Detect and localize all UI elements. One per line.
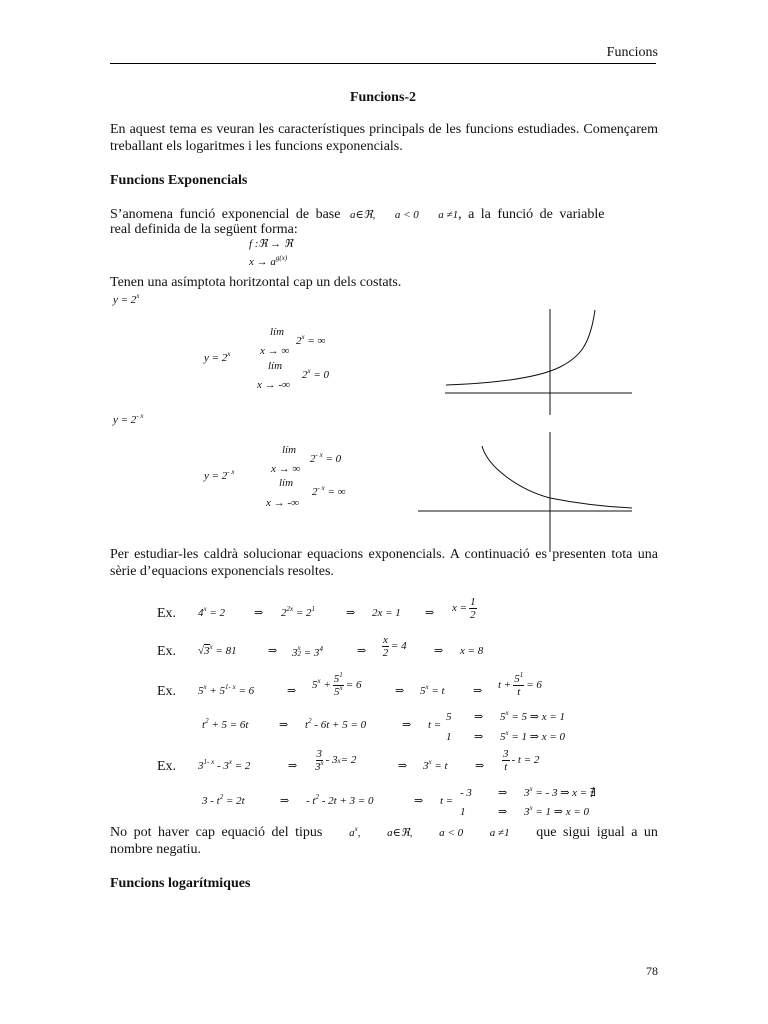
graph2-func-base: y = 2	[204, 470, 228, 482]
negative-end: que sigui igual a un	[536, 825, 658, 840]
ex3b-step3: t =	[428, 719, 442, 731]
graph1-func-exp: x	[227, 350, 231, 358]
ex1-step2	[281, 607, 315, 620]
ex3-c-exp: x	[425, 683, 429, 691]
ex2-fraction	[382, 634, 389, 659]
ex3b-arrow4: ⇒	[474, 731, 484, 743]
ex4-c-exp: x	[428, 758, 432, 766]
ex3b-arrow1: ⇒	[279, 719, 289, 731]
ex4b-step1	[202, 795, 245, 808]
graph2-lim-2: lím	[279, 477, 294, 489]
ex4-d-den: t	[504, 761, 508, 773]
ex4-d-rest: - t = 2	[511, 754, 540, 766]
ex2-step4: x = 8	[460, 645, 484, 657]
ex3-d-num: 5	[514, 673, 520, 685]
graph2-lim-2-result	[312, 486, 345, 499]
running-header: Funcions	[606, 45, 658, 60]
section-heading-logarithmic: Funcions logarítmiques	[110, 876, 251, 891]
ex3-a-plus: + 5	[206, 685, 226, 697]
graph1-function-label	[204, 352, 230, 365]
g1-r2-base: 2	[302, 369, 308, 381]
ex2-b: 3	[292, 647, 298, 659]
ex1-b-rest: = 2	[293, 607, 312, 619]
ex3-b-num: 5	[333, 673, 340, 685]
ex3-b-plus: +	[320, 679, 331, 691]
ex4b-step2	[306, 795, 374, 808]
ex2-sqrt-icon: √	[198, 645, 205, 657]
ex4-a: 3	[198, 760, 204, 772]
g2-r2-base: 2	[312, 486, 318, 498]
ex4b-b: - t	[306, 795, 316, 807]
ex4-fraction-2	[502, 748, 510, 773]
ex1-fraction	[469, 596, 477, 621]
graph1-caption-base: y = 2	[113, 294, 137, 306]
ex3-a: 5	[198, 685, 204, 697]
ex4b-sol-1	[524, 787, 596, 800]
graph2-function-label	[204, 470, 235, 483]
ex3-c: 5	[420, 685, 426, 697]
ex4b-a-rest: = 2t	[223, 795, 245, 807]
ex4-step3	[423, 760, 448, 773]
ex1-b: 2	[281, 607, 287, 619]
ex4-b-rest: = 2	[340, 754, 357, 766]
ex3b-b-exp: 2	[308, 717, 312, 725]
ex3-step2	[312, 673, 361, 698]
ex3b-root-2: 1	[446, 731, 452, 743]
ex3-d-num-exp: 1	[519, 671, 524, 679]
asymptote-sentence: Tenen una asímptota horitzontal cap un dels costats.	[110, 275, 402, 290]
ex1-a: 4	[198, 607, 204, 619]
ex3b-sol-1	[500, 711, 565, 724]
ex4-b-den-exp: x	[320, 759, 324, 767]
ex3b-a-rest: + 5 = 6t	[208, 719, 249, 731]
ex4b-arrow1: ⇒	[280, 795, 290, 807]
ex3-arrow3: ⇒	[473, 685, 483, 697]
ex3-fraction-1	[333, 673, 344, 698]
ex3b-s1: 5	[500, 711, 506, 723]
ex2-step1	[198, 645, 237, 658]
ex3b-s1-exp: x	[505, 709, 509, 717]
ex3-b-lead	[312, 679, 331, 692]
graph2-lim-2-sub: x → -∞	[266, 497, 299, 509]
g2-r2-exp: - x	[317, 484, 325, 492]
ex3-b-den: 5	[333, 686, 340, 698]
ex2-step2	[292, 645, 323, 660]
ex4b-a: 3 - t	[202, 795, 220, 807]
ex2-arrow2: ⇒	[357, 645, 367, 657]
g1-r1-exp: x	[301, 333, 305, 341]
ex2-a: 3	[204, 645, 210, 657]
g1-r1-val: = ∞	[304, 335, 326, 347]
ex4b-s2-exp: x	[529, 804, 533, 812]
ex4-a-minus: - 3	[214, 760, 229, 772]
mapping-base: x → a	[249, 256, 276, 268]
ex3-num-2	[513, 673, 524, 686]
ex3-arrow2: ⇒	[395, 685, 405, 697]
ex2-arrow3: ⇒	[434, 645, 444, 657]
ex1-b-exp: 2x	[286, 605, 294, 613]
ex4b-step3: t =	[440, 795, 454, 807]
ex3b-s2: 5	[500, 731, 506, 743]
ex4b-b-exp: 2	[315, 793, 319, 801]
ex3b-s2-exp: x	[505, 729, 509, 737]
ex3b-sol-2	[500, 731, 565, 744]
graph1-func-base: y = 2	[204, 352, 228, 364]
ex2-b-rest: = 3	[301, 647, 320, 659]
ex4-b-minus: - 3	[325, 754, 338, 766]
ex1-step1	[198, 607, 225, 620]
ex4-fraction-1	[315, 748, 324, 773]
ex4-step1	[198, 760, 250, 773]
graph1-lim-2: lím	[268, 360, 283, 372]
negative-exp: x	[354, 825, 358, 833]
definition-start: S’anomena funció exponencial de base	[110, 207, 341, 222]
ex4-b-den: 3	[315, 761, 321, 773]
ex4-d-num: 3	[503, 748, 509, 760]
equations-intro: Per estudiar-les caldrà solucionar equacions exponencials. A continuació es presenten tota una sèrie d’equacions exponencials resoltes.	[110, 547, 658, 579]
ex1-a-rest: = 2	[206, 607, 226, 619]
negative-cond-1: a∈ℜ,	[387, 827, 413, 839]
ex4b-s1-rest: = - 3 ⇒ x = ∄	[532, 787, 596, 799]
negative-start: No pot haver cap equació del tipus	[110, 825, 323, 840]
ex2-a-rest: = 81	[212, 645, 237, 657]
ex1-label: Ex.	[157, 606, 177, 621]
ex4b-a-exp: 2	[219, 793, 224, 801]
g2-r1-base: 2	[310, 453, 316, 465]
ex2-step3	[380, 634, 407, 659]
ex3b-s2-rest: = 1 ⇒ x = 0	[508, 731, 566, 743]
ex3-b-num-exp: 1	[339, 671, 343, 679]
section-heading-exponential: Funcions Exponencials	[110, 173, 248, 188]
graph1-lim-2-sub: x → -∞	[257, 379, 290, 391]
function-mapping-1: f :ℜ → ℜ	[249, 238, 293, 250]
ex2-a-exp: x	[209, 643, 213, 651]
intro-paragraph: En aquest tema es veuran les característiques principals de les funcions estudiades. Començarem treballant els logaritmes i les funcions exponencials.	[110, 122, 658, 154]
ex3-d-rest: = 6	[526, 679, 542, 691]
ex4b-arrow2: ⇒	[414, 795, 424, 807]
graph2-curve	[482, 446, 632, 508]
ex3-a-rest: = 6	[235, 685, 255, 697]
ex3-c-rest: = t	[428, 685, 445, 697]
ex3-a-exp2: 1- x	[225, 683, 236, 691]
ex1-step4	[452, 596, 479, 621]
ex4b-s2-rest: = 1 ⇒ x = 0	[532, 806, 590, 818]
g1-r2-exp: x	[307, 367, 311, 375]
ex4b-arrow3: ⇒	[498, 787, 508, 799]
definition-line-2: real definida de la següent forma:	[110, 222, 298, 237]
ex4-label: Ex.	[157, 759, 177, 774]
ex3b-b: t	[305, 719, 309, 731]
page-number: 78	[646, 964, 658, 978]
ex4b-b-rest: - 2t + 3 = 0	[318, 795, 374, 807]
graph2-lim-1-result	[310, 453, 341, 466]
graph2-caption	[113, 414, 144, 427]
graph2-plot	[410, 428, 640, 552]
ex4-c-rest: = t	[431, 760, 448, 772]
ex3-step1	[198, 685, 254, 698]
ex4-arrow2: ⇒	[398, 760, 408, 772]
ex4-b-num: 3	[316, 748, 323, 760]
ex1-arrow2: ⇒	[346, 607, 356, 619]
g2-r1-exp: - x	[315, 451, 323, 459]
ex3-d: t +	[498, 679, 512, 691]
ex1-d: x =	[452, 602, 468, 614]
graph2-func-exp: - x	[227, 468, 235, 476]
condition-base-real: a∈ℜ,	[349, 209, 376, 221]
graph2-caption-exp: - x	[136, 412, 144, 420]
ex2-b-exp-num: x	[297, 644, 301, 652]
ex3-b-exp: x	[317, 677, 321, 685]
ex3b-a-exp: 2	[205, 717, 209, 725]
ex4-a-exp: 1- x	[203, 758, 215, 766]
ex3-den-1	[334, 686, 343, 698]
ex3-arrow1: ⇒	[287, 685, 297, 697]
negative-note-line-2: nombre negatiu.	[110, 842, 201, 857]
negative-base: a	[349, 827, 355, 839]
ex4-a-exp2: x	[228, 758, 232, 766]
graph1-lim-1-result	[296, 335, 325, 348]
ex3-step4	[498, 673, 542, 698]
graph1-caption-exp: x	[136, 292, 140, 300]
ex4-c: 3	[423, 760, 429, 772]
graph1-lim-1: lím	[270, 326, 285, 338]
ex4b-sol-2	[524, 806, 589, 819]
negative-cond-3: a ≠1	[489, 827, 510, 839]
graph1-lim-2-result	[302, 369, 329, 382]
ex3b-step1	[202, 719, 248, 732]
ex4-step4	[500, 748, 539, 773]
ex4-den-1	[315, 761, 324, 773]
mapping-exponent: g(x)	[275, 254, 288, 262]
condition-base-negative: a < 0	[394, 209, 419, 221]
ex1-b-exp2: 1	[311, 605, 316, 613]
ex2-c-rest: = 4	[390, 640, 407, 652]
page-title: Funcions-2	[349, 90, 417, 105]
header-rule	[110, 63, 656, 64]
ex3b-s1-rest: = 5 ⇒ x = 1	[508, 711, 566, 723]
ex4b-root-1: - 3	[460, 787, 472, 799]
ex3-fraction-2	[513, 673, 524, 698]
ex4-step2: $\frac{3}{3^x}$ - 3 x = 2	[315, 748, 357, 773]
ex3b-root-1: 5	[446, 711, 452, 723]
ex1-arrow3: ⇒	[425, 607, 435, 619]
ex3-step3	[420, 685, 445, 698]
ex3b-a: t	[202, 719, 206, 731]
ex4b-root-2: 1	[460, 806, 466, 818]
ex3-d-den: t	[517, 686, 521, 698]
graph1-lim-1-sub: x → ∞	[260, 345, 290, 357]
ex3-b-den-exp: x	[339, 684, 343, 692]
function-mapping-2	[249, 256, 287, 269]
g1-r2-val: = 0	[310, 369, 330, 381]
graph1-caption	[113, 294, 139, 307]
negative-note-line-1	[110, 824, 658, 841]
graph2-lim-1-sub: x → ∞	[271, 463, 301, 475]
ex2-b-exp-den: 2	[297, 650, 301, 658]
graph2-lim-1: lím	[282, 444, 297, 456]
ex1-num: 1	[470, 596, 476, 608]
ex4b-s2: 3	[524, 806, 530, 818]
g2-r1-val: = 0	[322, 453, 342, 465]
ex3b-arrow3: ⇒	[474, 711, 484, 723]
ex3-label: Ex.	[157, 684, 177, 699]
ex1-den: 2	[470, 609, 476, 621]
definition-end: , a la funció de variable	[458, 207, 605, 222]
ex4-arrow3: ⇒	[475, 760, 485, 772]
ex3-a-exp: x	[203, 683, 207, 691]
graph2-caption-base: y = 2	[113, 414, 137, 426]
ex2-b-exp2: 4	[319, 645, 323, 653]
ex3b-step2	[305, 719, 366, 732]
ex4b-s1: 3	[524, 787, 530, 799]
g1-r1-base: 2	[296, 335, 302, 347]
graph1-curve	[446, 310, 595, 385]
ex3-b-rest: = 6	[345, 679, 362, 691]
g2-r2-val: = ∞	[324, 486, 346, 498]
ex2-den: 2	[382, 647, 389, 659]
ex4-a-rest: = 2	[231, 760, 251, 772]
ex3-b: 5	[312, 679, 318, 691]
ex2-arrow1: ⇒	[268, 645, 278, 657]
negative-cond-2: a < 0	[439, 827, 464, 839]
ex3b-b-rest: - 6t + 5 = 0	[311, 719, 367, 731]
ex2-num: x	[383, 634, 388, 646]
condition-base-not-one: a ≠1	[438, 209, 459, 221]
negative-power: $a^x$,	[349, 825, 361, 839]
ex3b-arrow2: ⇒	[402, 719, 412, 731]
ex1-step3: 2x = 1	[372, 607, 401, 619]
ex1-a-exp: x	[203, 605, 207, 613]
ex1-arrow1: ⇒	[254, 607, 264, 619]
ex4b-arrow4: ⇒	[498, 806, 508, 818]
graph1-plot	[440, 305, 640, 415]
ex4b-s1-exp: x	[529, 785, 533, 793]
ex4-arrow1: ⇒	[288, 760, 298, 772]
ex2-label: Ex.	[157, 644, 177, 659]
